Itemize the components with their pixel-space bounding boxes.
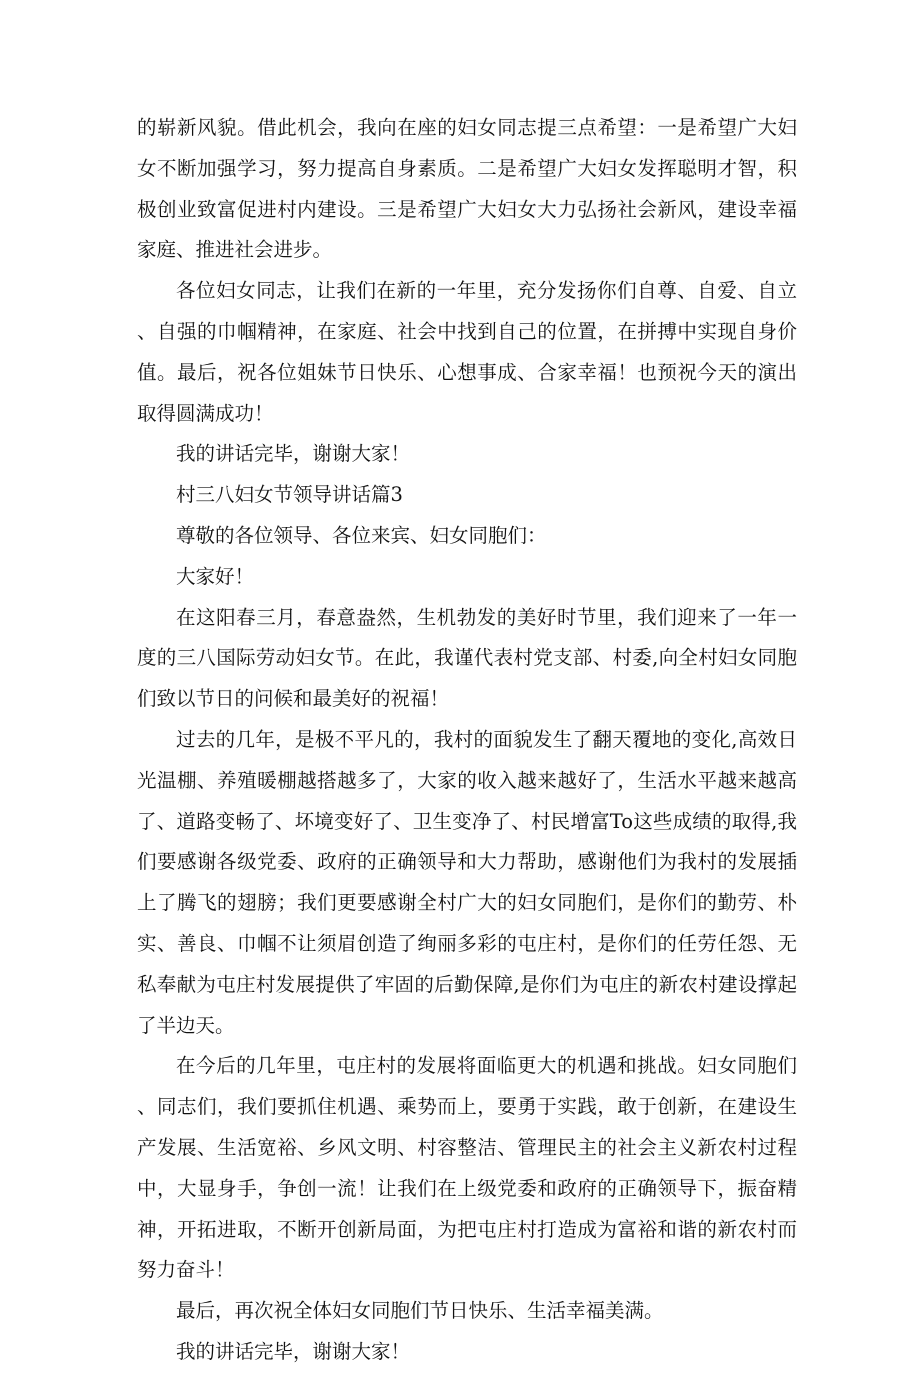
salutation: 尊敬的各位领导、各位来宾、妇女同胞们： [176,523,547,547]
paragraph-8: 过去的几年，是极不平凡的，我村的面貌发生了翻天覆地的变化,高效日光温棚、养殖暖棚越搭越多了，大家的收入越来越好了，生活水平越来越高了、道路变畅了、坏境变好了、卫生变净了、村民增富To这些成绩的取得,我们要感谢各级党委、政府的正确领导和大力帮助，感谢他们为我村的发展插上了腾飞的翅膀；我们更要感谢全村广大的妇女同胞们，是你们的勤劳、朴实、善良、巾帼不让须眉创造了绚丽多彩的屯庄村，是你们的任劳任怨、无私奉献为屯庄村发展提供了牢固的后勤保障,是你们为屯庄的新农村建设撑起了半边天。 [137,727,797,1037]
document-body [137,108,797,1373]
section-heading: 村三八妇女节领导讲话篇3 [176,483,403,507]
greeting: 大家好！ [176,564,255,588]
paragraph-2: 各位妇女同志，让我们在新的一年里，充分发扬你们自尊、自爱、自立、自强的巾帼精神，在家庭、社会中找到自己的位置，在拼搏中实现自身价值。最后，祝各位姐妹节日快乐、心想事成、合家幸福！也预祝今天的演出取得圆满成功！ [137,279,797,425]
paragraph-9: 在今后的几年里，屯庄村的发展将面临更大的机遇和挑战。妇女同胞们、同志们，我们要抓住机遇、乘势而上，要勇于实践，敢于创新，在建设生产发展、生活宽裕、乡风文明、村容整洁、管理民主的社会主义新农村过程中，大显身手，争创一流！让我们在上级党委和政府的正确领导下，振奋精神，开拓进取，不断开创新局面，为把屯庄村打造成为富裕和谐的新农村而努力奋斗！ [137,1054,797,1282]
paragraph-3: 我的讲话完毕，谢谢大家！ [176,442,411,466]
paragraph-1: 的崭新风貌。借此机会，我向在座的妇女同志提三点希望：一是希望广大妇女不断加强学习，努力提高自身素质。二是希望广大妇女发挥聪明才智，积极创业致富促进村内建设。三是希望广大妇女大力弘扬社会新风，建设幸福家庭、推进社会进步。 [137,116,797,262]
closing: 我的讲话完毕，谢谢大家！ [176,1339,411,1363]
paragraph-7: 在这阳春三月，春意盎然，生机勃发的美好时节里，我们迎来了一年一度的三八国际劳动妇女节。在此，我谨代表村党支部、村委,向全村妇女同胞们致以节日的问候和最美好的祝福！ [137,605,797,711]
paragraph-10: 最后，再次祝全体妇女同胞们节日快乐、生活幸福美满。 [176,1299,664,1323]
